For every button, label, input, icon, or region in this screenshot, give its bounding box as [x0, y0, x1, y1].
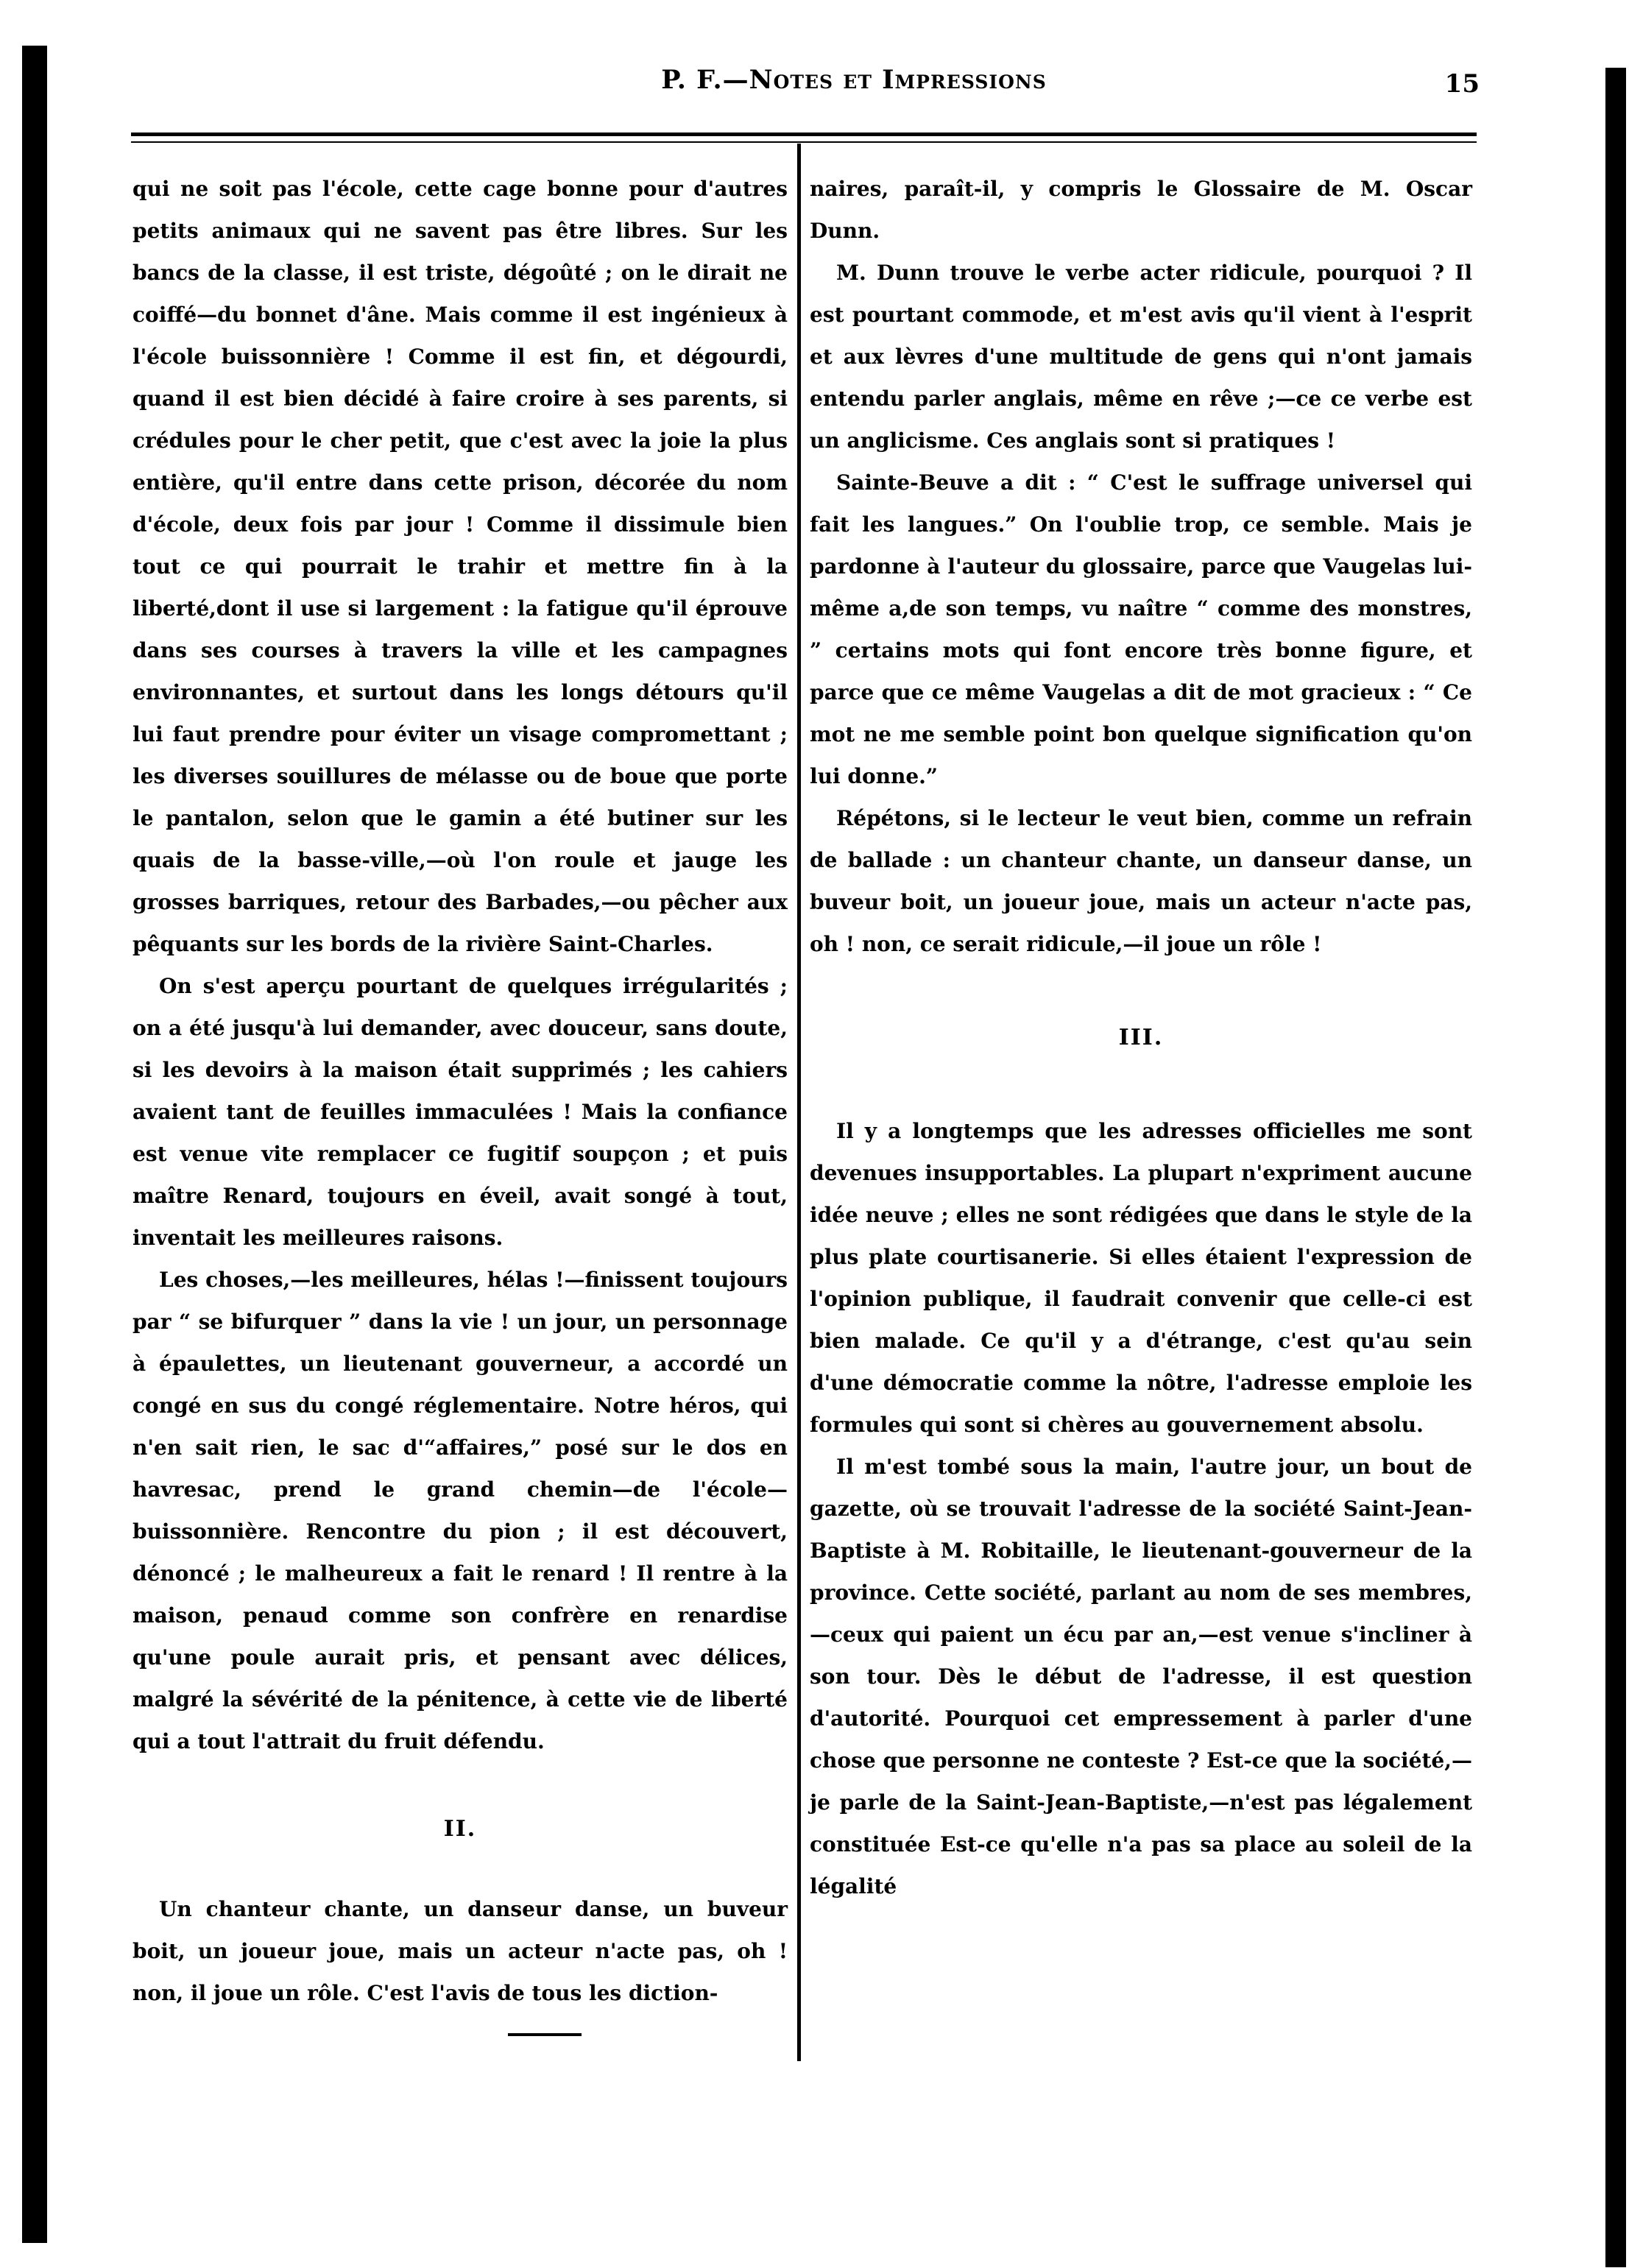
paragraph: Il m'est tombé sous la main, l'autre jour, un bout de gazette, où se trouvait l'adresse de la société Saint-Jean-Baptiste à M. Robitaille, le lieutenant-gouverneur de la province. Cette société, parlant au nom de ses membres,—ceux qui paient un écu par an,—est venue s'incliner à son tour. Dès le début de l'adresse, il est question d'autorité. Pourquoi cet empressement à parler d'une chose que personne ne conteste ? Est-ce que la société,—je parle de la Saint-Jean-Baptiste,—n'est pas légalement constituée Est-ce qu'elle n'a pas sa place au soleil de la légalité [810, 1455, 1472, 1898]
section-heading-ii: II. [443, 1816, 477, 1842]
paragraph: M. Dunn trouve le verbe acter ridicule, pourquoi ? Il est pourtant commode, et m'est avis qu'il vient à l'esprit et aux lèvres d'une multitude de gens qui n'ont jamais entendu parler anglais, même en rêve ;—ce ce verbe est un anglicisme. Ces anglais sont si pratiques ! [810, 261, 1472, 453]
paragraph: Il y a longtemps que les adresses officielles me sont devenues insupportables. La plupart n'expriment aucune idée neuve ; elles ne sont rédigées que dans le style de la plus plate courtisanerie. Si elles étaient l'expression de l'opinion publique, il faudrait convenir que celle-ci est bien malade. Ce qu'il y a d'étrange, c'est qu'au sein d'une démocratie comme la nôtre, l'adresse emploie les formules qui sont si chères au gouvernement absolu. [810, 1119, 1472, 1437]
paragraph: naires, paraît-il, y compris le Glossaire de M. Oscar Dunn. [810, 177, 1472, 243]
paragraph: Répétons, si le lecteur le veut bien, comme un refrain de ballade : un chanteur chante, un danseur danse, un buveur boit, un joueur joue, mais un acteur n'acte pas, oh ! non, ce serait ridicule,—il joue un rôle ! [810, 806, 1472, 956]
header-rule [131, 133, 1477, 136]
page-number: 15 [1444, 69, 1480, 99]
right-column [810, 168, 1472, 1907]
paragraph: qui ne soit pas l'école, cette cage bonne pour d'autres petits animaux qui ne savent pas être libres. Sur les bancs de la classe, il est triste, dégoûté ; on le dirait ne coiffé—du bonnet d'âne. Mais comme il est ingénieux à l'école buissonnière ! Comme il est fin, et dégourdi, quand il est bien décidé à faire croire à ses parents, si crédules pour le cher petit, que c'est avec la joie la plus entière, qu'il entre dans cette prison, décorée du nom d'école, deux fois par jour ! Comme il dissimule bien tout ce qui pourrait le trahir et mettre fin à la liberté,dont il use si largement : la fatigue qu'il éprouve dans ses courses à travers la ville et les campagnes environnantes, et surtout dans les longs détours qu'il lui faut prendre pour éviter un visage compromettant ; les diverses souillures de mélasse ou de boue que porte le pantalon, selon que le gamin a été butiner sur les quais de la basse-ville,—où l'on roule et jauge les grosses barriques, retour des Barbades,—ou pêcher aux pêquants sur les bords de la rivière Saint-Charles. [132, 177, 788, 956]
paragraph: Les choses,—les meilleures, hélas !—finissent toujours par “ se bifurquer ” dans la vie ! un jour, un personnage à épaulettes, un lieutenant gouverneur, a accordé un congé en sus du congé réglementaire. Notre héros, qui n'en sait rien, le sac d'“affaires,” posé sur le dos en havresac, prend le grand chemin—de l'école—buissonnière. Rencontre du pion ; il est découvert, dénoncé ; le malheureux a fait le renard ! Il rentre à la maison, penaud comme son confrère en renardise qu'une poule aurait pris, et pensant avec délices, malgré la sévérité de la pénitence, à cette vie de liberté qui a tout l'attrait du fruit défendu. [132, 1268, 788, 1753]
paragraph: Un chanteur chante, un danseur danse, un buveur boit, un joueur joue, mais un acteur n'acte pas, oh ! non, il joue un rôle. C'est l'avis de tous les diction- [132, 1897, 788, 2005]
running-title: P. F.—Notes et Impressions [661, 65, 1047, 95]
column-divider [797, 144, 801, 2061]
section-heading-iii: III. [1118, 1025, 1164, 1050]
left-column [132, 168, 788, 2014]
page-header [110, 65, 1480, 109]
header-rule-thin [131, 141, 1477, 143]
scan-left-border [22, 46, 47, 2243]
paragraph: On s'est aperçu pourtant de quelques irrégularités ; on a été jusqu'à lui demander, avec douceur, sans doute, si les devoirs à la maison était supprimés ; les cahiers avaient tant de feuilles immaculées ! Mais la confiance est venue vite remplacer ce fugitif soupçon ; et puis maître Renard, toujours en éveil, avait songé à tout, inventait les meilleures raisons. [132, 974, 788, 1250]
bottom-mark [508, 2033, 582, 2036]
scan-right-border [1605, 68, 1626, 2267]
paragraph: Sainte-Beuve a dit : “ C'est le suffrage universel qui fait les langues.” On l'oublie trop, ce semble. Mais je pardonne à l'auteur du glossaire, parce que Vaugelas lui-même a,de son temps, vu naître “ comme des monstres, ” certains mots qui font encore très bonne figure, et parce que ce même Vaugelas a dit de mot gracieux : “ Ce mot ne me semble point bon quelque signification qu'on lui donne.” [810, 470, 1472, 788]
